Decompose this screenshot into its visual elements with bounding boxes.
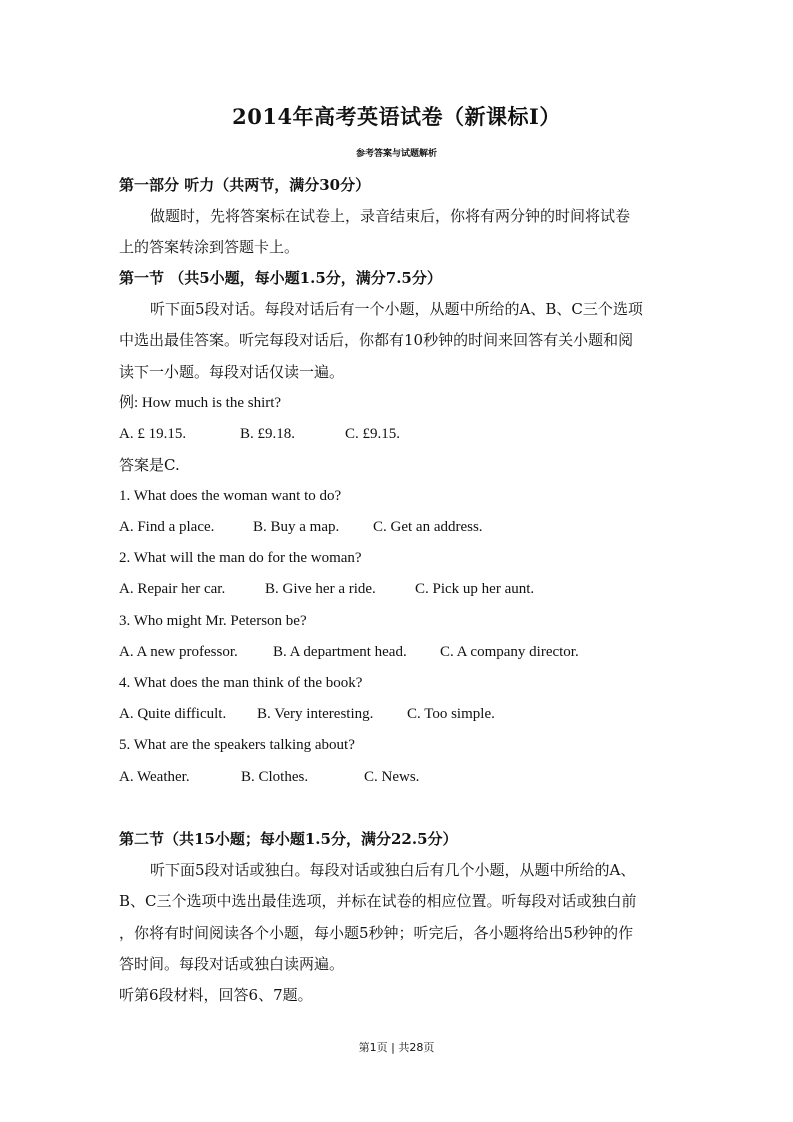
q5-option-c: C. News.	[364, 769, 420, 785]
example-option-c: C. £9.15.	[345, 426, 401, 442]
section2-instruction: 听第6段材料，回答6、7题。	[119, 986, 313, 1004]
page-footer: 第1页 | 共28页	[358, 1041, 435, 1054]
part1-intro-line: 上的答案转涂到答题卡上。	[119, 238, 300, 256]
q5-option-a: A. Weather.	[119, 769, 190, 785]
part1-heading: 第一部分 听力（共两节，满分30分）	[119, 176, 371, 194]
question-4: 4. What does the man think of the book?	[119, 675, 363, 691]
example-option-a: A. £ 19.15.	[119, 426, 187, 442]
q3-option-c: C. A company director.	[440, 644, 579, 660]
section2-heading: 第二节（共15小题；每小题1.5分，满分22.5分）	[119, 830, 458, 848]
section2-intro-line: 听下面5段对话或独白。每段对话或独白后有几个小题，从题中所给的A、	[150, 861, 636, 879]
page-title: 2014年高考英语试卷（新课标Ⅰ）	[232, 104, 561, 129]
q4-option-c: C. Too simple.	[407, 706, 495, 722]
page-subtitle: 参考答案与试题解析	[355, 149, 437, 159]
section2-intro-line: 答时间。每段对话或独白读两遍。	[119, 955, 345, 973]
section1-intro-line: 读下一小题。每段对话仅读一遍。	[119, 363, 345, 381]
question-1: 1. What does the woman want to do?	[119, 488, 342, 504]
q2-option-a: A. Repair her car.	[119, 581, 226, 597]
q1-option-c: C. Get an address.	[373, 519, 483, 535]
q2-option-c: C. Pick up her aunt.	[415, 581, 535, 597]
q2-option-b: B. Give her a ride.	[265, 581, 376, 597]
section1-intro-line: 听下面5段对话。每段对话后有一个小题，从题中所给的A、B、C三个选项	[150, 300, 643, 318]
example-answer: 答案是C.	[119, 456, 180, 474]
section2-intro-line: ，你将有时间阅读各个小题，每小题5秒钟；听完后，各小题将给出5秒钟的作	[119, 924, 634, 942]
q1-option-a: A. Find a place.	[119, 519, 215, 535]
example-option-b: B. £9.18.	[240, 426, 296, 442]
section1-intro-line: 中选出最佳答案。听完每段对话后，你都有10秒钟的时间来回答有关小题和阅	[119, 331, 634, 349]
question-5: 5. What are the speakers talking about?	[119, 737, 355, 753]
q3-option-b: B. A department head.	[273, 644, 407, 660]
q3-option-a: A. A new professor.	[119, 644, 238, 660]
question-2: 2. What will the man do for the woman?	[119, 550, 362, 566]
q5-option-b: B. Clothes.	[241, 769, 309, 785]
question-3: 3. Who might Mr. Peterson be?	[119, 613, 307, 629]
q1-option-b: B. Buy a map.	[253, 519, 340, 535]
q4-option-a: A. Quite difficult.	[119, 706, 227, 722]
part1-intro-line: 做题时，先将答案标在试卷上，录音结束后，你将有两分钟的时间将试卷	[150, 207, 631, 225]
example-question: 例: How much is the shirt?	[119, 395, 282, 411]
section1-heading: 第一节 （共5小题，每小题1.5分，满分7.5分）	[119, 269, 442, 287]
section2-intro-line: B、C三个选项中选出最佳选项，并标在试卷的相应位置。听每段对话或独白前	[119, 892, 637, 910]
q4-option-b: B. Very interesting.	[257, 706, 374, 722]
